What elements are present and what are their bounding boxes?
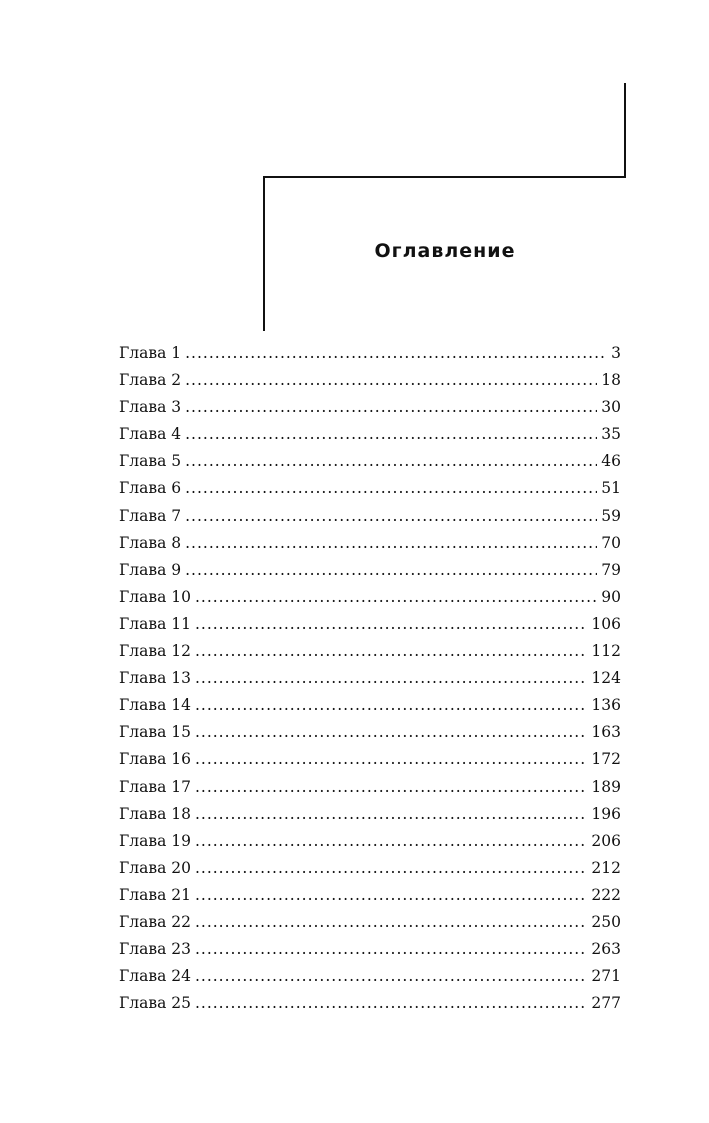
table-of-contents [119, 340, 621, 1017]
toc-entry[interactable] [119, 611, 621, 638]
dot-leader [185, 530, 597, 557]
toc-entry-page-number: 250 [591, 912, 621, 931]
toc-entry[interactable] [119, 584, 621, 611]
dot-leader [195, 638, 587, 665]
toc-entry[interactable] [119, 448, 621, 475]
dot-leader [185, 557, 597, 584]
toc-entry-label: Глава 24 [119, 967, 191, 986]
toc-entry[interactable] [119, 340, 621, 367]
dot-leader [185, 448, 597, 475]
toc-entry-page-number: 222 [591, 885, 621, 904]
toc-entry-label: Глава 22 [119, 912, 191, 931]
toc-entry-label: Глава 25 [119, 994, 191, 1013]
toc-entry[interactable] [119, 990, 621, 1017]
toc-entry[interactable] [119, 530, 621, 557]
dot-leader [195, 882, 587, 909]
toc-entry-label: Глава 3 [119, 398, 182, 417]
page-title: Оглавление [374, 240, 516, 262]
dot-leader [195, 774, 587, 801]
dot-leader [195, 936, 587, 963]
toc-entry-page-number: 163 [591, 723, 621, 742]
dot-leader [185, 340, 607, 367]
toc-entry-label: Глава 17 [119, 777, 191, 796]
toc-entry-page-number: 206 [591, 831, 621, 850]
frame-line-top [263, 176, 626, 178]
toc-entry-page-number: 172 [591, 750, 621, 769]
dot-leader [195, 801, 587, 828]
toc-entry-label: Глава 4 [119, 425, 182, 444]
frame-line-right [624, 83, 626, 178]
toc-entry[interactable] [119, 503, 621, 530]
dot-leader [195, 828, 587, 855]
toc-entry-label: Глава 9 [119, 560, 182, 579]
toc-entry[interactable] [119, 828, 621, 855]
toc-entry-label: Глава 21 [119, 885, 191, 904]
toc-entry[interactable] [119, 936, 621, 963]
toc-entry-page-number: 136 [591, 696, 621, 715]
dot-leader [185, 394, 597, 421]
dot-leader [185, 475, 597, 502]
toc-entry[interactable] [119, 963, 621, 990]
toc-entry-page-number: 3 [611, 344, 621, 362]
dot-leader [195, 584, 597, 611]
toc-entry[interactable] [119, 909, 621, 936]
toc-entry[interactable] [119, 421, 621, 448]
toc-entry[interactable] [119, 719, 621, 746]
dot-leader [195, 855, 587, 882]
toc-entry-label: Глава 14 [119, 696, 191, 715]
toc-entry[interactable] [119, 475, 621, 502]
toc-entry-label: Глава 23 [119, 940, 191, 959]
toc-entry-page-number: 51 [601, 479, 621, 498]
toc-entry[interactable] [119, 882, 621, 909]
toc-entry-label: Глава 13 [119, 669, 191, 688]
toc-entry-label: Глава 15 [119, 723, 191, 742]
toc-entry[interactable] [119, 367, 621, 394]
toc-entry[interactable] [119, 638, 621, 665]
toc-entry-page-number: 70 [601, 533, 621, 552]
toc-entry[interactable] [119, 692, 621, 719]
toc-entry-label: Глава 10 [119, 587, 191, 606]
toc-entry-page-number: 90 [601, 587, 621, 606]
dot-leader [195, 963, 587, 990]
dot-leader [195, 990, 587, 1017]
toc-entry-page-number: 106 [591, 614, 621, 633]
toc-entry-page-number: 189 [591, 777, 621, 796]
toc-entry-page-number: 196 [591, 804, 621, 823]
toc-entry-page-number: 46 [601, 452, 621, 471]
toc-entry[interactable] [119, 557, 621, 584]
toc-entry[interactable] [119, 746, 621, 773]
toc-entry-label: Глава 5 [119, 452, 182, 471]
toc-entry-label: Глава 6 [119, 479, 182, 498]
toc-entry-page-number: 59 [601, 506, 621, 525]
toc-entry[interactable] [119, 774, 621, 801]
toc-entry-label: Глава 7 [119, 506, 182, 525]
toc-entry-page-number: 124 [591, 669, 621, 688]
toc-entry[interactable] [119, 394, 621, 421]
dot-leader [195, 719, 587, 746]
toc-entry[interactable] [119, 855, 621, 882]
toc-entry-label: Глава 19 [119, 831, 191, 850]
toc-entry[interactable] [119, 665, 621, 692]
dot-leader [195, 746, 587, 773]
toc-entry-label: Глава 2 [119, 371, 182, 390]
toc-entry-page-number: 18 [601, 371, 621, 390]
toc-entry-label: Глава 11 [119, 614, 191, 633]
toc-entry[interactable] [119, 801, 621, 828]
toc-entry-label: Глава 12 [119, 642, 191, 661]
toc-entry-page-number: 263 [591, 940, 621, 959]
dot-leader [195, 909, 587, 936]
toc-entry-page-number: 35 [601, 425, 621, 444]
dot-leader [185, 367, 597, 394]
toc-entry-label: Глава 16 [119, 750, 191, 769]
toc-entry-label: Глава 20 [119, 858, 191, 877]
toc-entry-page-number: 271 [591, 967, 621, 986]
dot-leader [195, 665, 587, 692]
dot-leader [195, 611, 587, 638]
dot-leader [185, 503, 597, 530]
dot-leader [185, 421, 597, 448]
toc-entry-page-number: 79 [601, 560, 621, 579]
dot-leader [195, 692, 587, 719]
toc-entry-label: Глава 18 [119, 804, 191, 823]
toc-entry-label: Глава 8 [119, 533, 182, 552]
toc-entry-page-number: 112 [591, 642, 621, 661]
toc-entry-page-number: 30 [601, 398, 621, 417]
toc-entry-label: Глава 1 [119, 344, 182, 362]
toc-entry-page-number: 277 [591, 994, 621, 1013]
toc-entry-page-number: 212 [591, 858, 621, 877]
